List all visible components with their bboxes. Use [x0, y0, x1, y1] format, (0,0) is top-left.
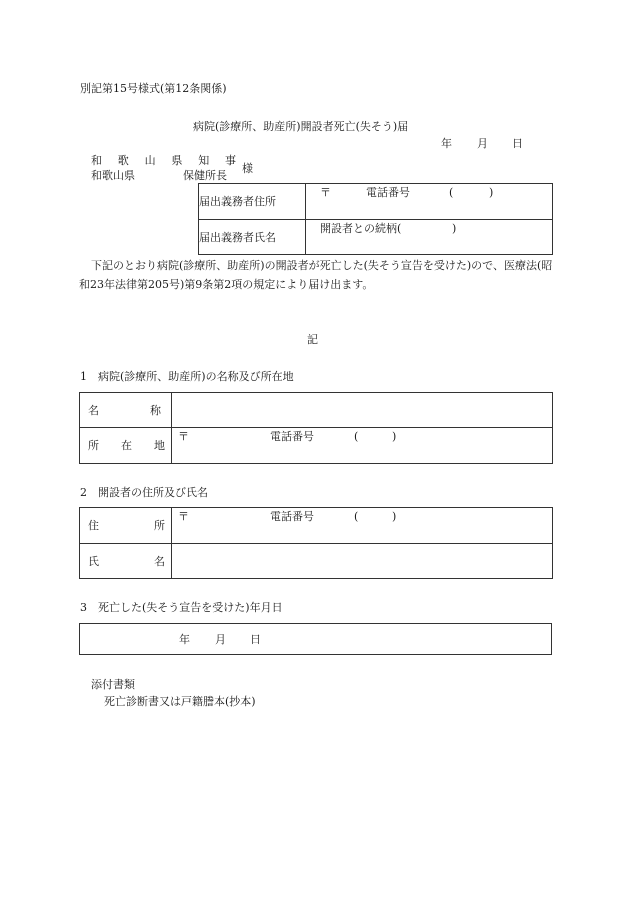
facility-location-field[interactable]	[172, 428, 553, 464]
attachments-heading: 添付書類	[91, 678, 135, 691]
addressee-char: 山	[144, 154, 156, 167]
phone-paren-close: )	[489, 186, 494, 199]
notifier-address-field[interactable]	[306, 184, 553, 220]
section2-heading: 2 開設者の住所及び氏名	[80, 486, 208, 499]
death-date-month-label: 月	[215, 633, 226, 646]
section1-heading: 1 病院(診療所、助産所)の名称及び所在地	[80, 370, 294, 383]
addressee-char: 知	[198, 154, 210, 167]
label-char: 名	[88, 403, 99, 417]
addressee-prefecture: 和歌山県	[91, 169, 135, 182]
label-char: 所	[88, 439, 99, 452]
phone-label: 電話番号	[270, 430, 314, 443]
label-char: 氏	[88, 554, 99, 568]
phone-paren-open: (	[449, 186, 454, 199]
label-char: 住	[88, 519, 99, 532]
date-year-label: 年	[441, 137, 452, 150]
founder-address-field[interactable]	[172, 508, 553, 544]
notifier-address-label: 届出義務者住所	[199, 184, 306, 220]
relation-paren-close: )	[452, 222, 457, 235]
label-char: 称	[150, 403, 161, 417]
death-date-field[interactable]	[80, 624, 552, 655]
founder-name-field[interactable]	[172, 544, 553, 579]
section1-table	[79, 392, 553, 464]
postal-mark: 〒	[178, 430, 189, 443]
postal-mark: 〒	[320, 186, 331, 199]
page-title: 病院(診療所、助産所)開設者死亡(失そう)届	[193, 120, 409, 133]
addressee-honorific: 様	[242, 162, 253, 175]
section3-table	[79, 623, 552, 655]
date-month-label: 月	[477, 137, 488, 150]
notifier-name-field[interactable]	[306, 220, 553, 255]
date-day-label: 日	[512, 137, 523, 150]
phone-label: 電話番号	[270, 510, 314, 523]
attachments-item: 死亡診断書又は戸籍謄本(抄本)	[104, 695, 256, 708]
notifier-table	[198, 183, 553, 255]
addressee-governor	[91, 155, 236, 166]
section3-heading: 3 死亡した(失そう宣告を受けた)年月日	[80, 601, 283, 614]
body-text: 下記のとおり病院(診療所、助産所)の開設者が死亡した(失そう宣告を受けた)ので、医療法(昭和23年法律第205号)第9条第2項の規定により届け出ます。	[79, 259, 553, 291]
phone-paren-close: )	[392, 430, 397, 443]
founder-name-label	[80, 544, 172, 579]
postal-mark: 〒	[178, 510, 189, 523]
death-date-year-label: 年	[179, 633, 190, 646]
facility-name-field[interactable]	[172, 393, 553, 428]
phone-paren-close: )	[392, 510, 397, 523]
label-char: 在	[121, 439, 132, 452]
form-reference: 別記第15号様式(第12条関係)	[80, 82, 227, 95]
addressee-char: 歌	[117, 154, 129, 167]
facility-name-label	[80, 393, 172, 428]
section2-table	[79, 507, 553, 579]
addressee-char: 事	[224, 154, 236, 167]
addressee-char: 和	[91, 154, 102, 167]
phone-label: 電話番号	[366, 186, 410, 199]
phone-paren-open: (	[354, 510, 359, 523]
death-date-day-label: 日	[250, 633, 261, 646]
facility-location-label	[80, 428, 172, 464]
label-char: 名	[154, 554, 165, 568]
label-char: 地	[154, 439, 165, 452]
notifier-name-label: 届出義務者氏名	[199, 220, 306, 255]
phone-paren-open: (	[354, 430, 359, 443]
addressee-health-center-chief: 保健所長	[183, 169, 227, 182]
relation-label: 開設者との続柄(	[320, 222, 402, 235]
founder-address-label	[80, 508, 172, 544]
addressee-char: 県	[171, 154, 183, 167]
label-char: 所	[154, 519, 165, 532]
ki-heading: 記	[307, 333, 318, 346]
